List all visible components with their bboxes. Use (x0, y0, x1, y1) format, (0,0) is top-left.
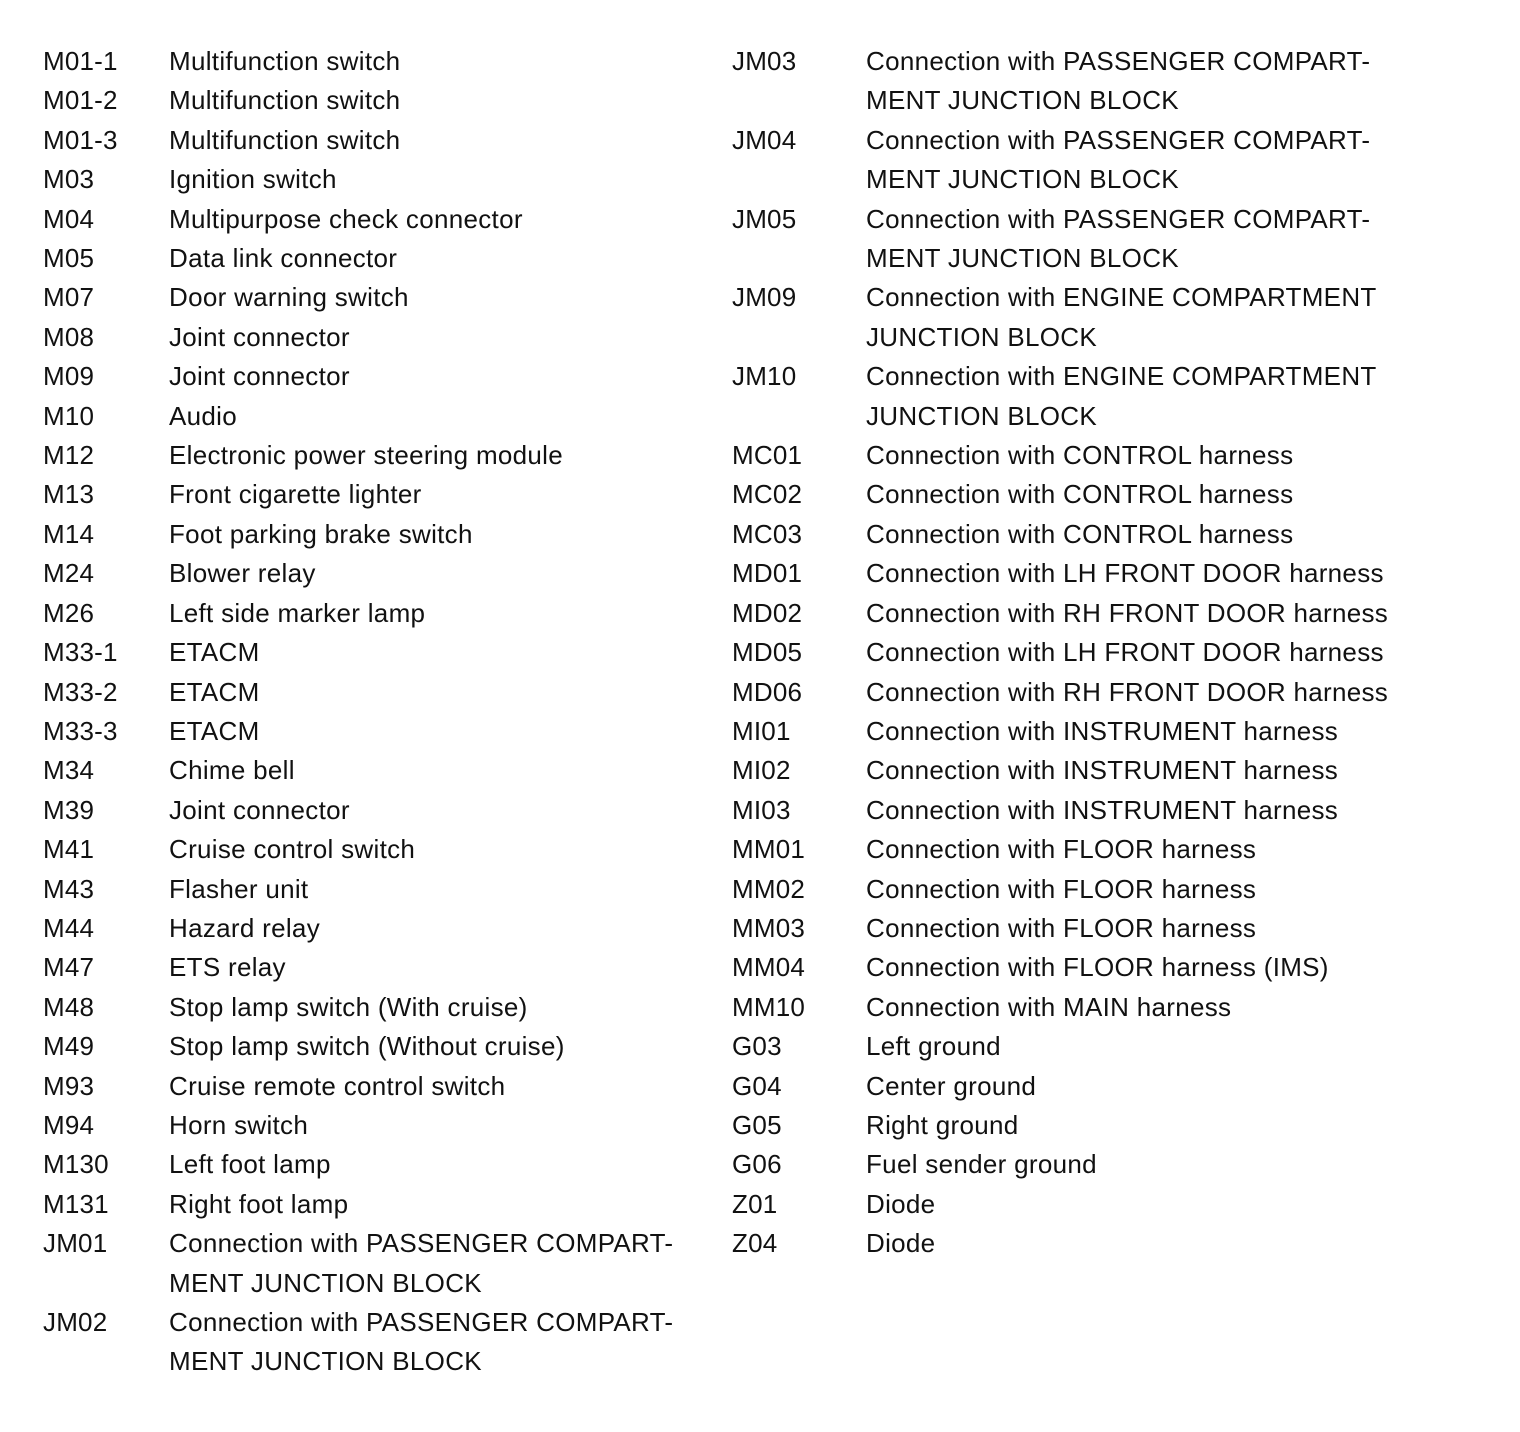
connector-entry (732, 909, 1502, 948)
connector-entry (732, 712, 1502, 751)
connector-description: Center ground (866, 1070, 1037, 1101)
connector-code: M04 (43, 203, 95, 234)
connector-description: Connection with FLOOR harness (866, 912, 1257, 943)
connector-code: MD06 (732, 676, 803, 707)
connector-code: M34 (43, 755, 95, 786)
connector-description: Connection with INSTRUMENT harness (866, 715, 1339, 746)
connector-code: MM10 (732, 991, 806, 1022)
connector-description: Connection with PASSENGER COMPART- MENT JUNCTION BLOCK (866, 124, 1371, 195)
connector-description: Connection with ENGINE COMPARTMENT JUNCTION BLOCK (866, 361, 1377, 431)
connector-description: Flasher unit (169, 873, 309, 904)
connector-entry (732, 791, 1502, 830)
connector-entry (43, 633, 713, 672)
connector-entry (732, 1224, 1502, 1263)
connector-entry (43, 554, 713, 593)
connector-code: MC01 (732, 440, 803, 471)
connector-entry (732, 948, 1502, 987)
connector-entry (43, 515, 713, 554)
connector-code: M33-1 (43, 637, 118, 668)
connector-code: M48 (43, 991, 95, 1022)
connector-code: M12 (43, 440, 95, 471)
connector-code: M130 (43, 1149, 109, 1180)
connector-description: Connection with RH FRONT DOOR harness (866, 676, 1389, 707)
connector-description: Connection with PASSENGER COMPART- MENT JUNCTION BLOCK (866, 203, 1371, 274)
connector-code: Z04 (732, 1228, 778, 1259)
connector-code: M41 (43, 834, 95, 865)
connector-code: JM10 (732, 361, 797, 392)
connector-entry (732, 594, 1502, 633)
connector-description: Connection with ENGINE COMPARTMENT JUNCTION BLOCK (866, 282, 1377, 352)
connector-entry (732, 1106, 1502, 1145)
connector-code: MM03 (732, 912, 806, 943)
connector-code: G03 (732, 1031, 782, 1062)
connector-code: M39 (43, 794, 95, 825)
connector-code: JM02 (43, 1307, 108, 1337)
connector-code: MD02 (732, 597, 803, 628)
connector-code: M13 (43, 479, 95, 510)
connector-description: Multipurpose check connector (169, 203, 523, 234)
connector-list-right-column (732, 42, 1502, 1264)
connector-code: M26 (43, 597, 95, 628)
connector-code: MC03 (732, 518, 803, 549)
connector-code: M14 (43, 518, 95, 549)
connector-description: Left foot lamp (169, 1149, 331, 1180)
connector-description: Chime bell (169, 755, 295, 786)
connector-entry (43, 200, 713, 239)
connector-description: Audio (169, 400, 237, 431)
connector-entry (43, 830, 713, 869)
connector-code: G04 (732, 1070, 782, 1101)
connector-entry (43, 475, 713, 514)
connector-code: M33-3 (43, 715, 118, 746)
connector-entry (43, 397, 713, 436)
connector-entry (732, 436, 1502, 475)
connector-entry (732, 357, 1502, 436)
connector-code: M01-1 (43, 46, 118, 76)
connector-entry (43, 1067, 713, 1106)
connector-description: Joint connector (169, 794, 350, 825)
connector-description: Horn switch (169, 1109, 309, 1140)
connector-description: Connection with INSTRUMENT harness (866, 755, 1339, 786)
connector-entry (43, 121, 713, 160)
connector-description: Left side marker lamp (169, 597, 426, 628)
connector-code: M131 (43, 1188, 109, 1219)
connector-entry (732, 1027, 1502, 1066)
connector-description: Connection with RH FRONT DOOR harness (866, 597, 1389, 628)
connector-code: M47 (43, 952, 95, 983)
connector-entry (732, 830, 1502, 869)
connector-entry (43, 318, 713, 357)
connector-code: JM05 (732, 203, 797, 234)
connector-entry (43, 239, 713, 278)
connector-code: M49 (43, 1031, 95, 1062)
connector-entry (732, 475, 1502, 514)
connector-code: M01-2 (43, 85, 118, 116)
connector-entry (43, 1106, 713, 1145)
connector-description: ETACM (169, 637, 260, 668)
connector-description: Right foot lamp (169, 1188, 349, 1219)
connector-description: Multifunction switch (169, 46, 401, 76)
connector-description: Connection with CONTROL harness (866, 518, 1294, 549)
connector-entry (732, 200, 1502, 279)
connector-code: MI01 (732, 715, 791, 746)
connector-description: Diode (866, 1188, 936, 1219)
connector-description: Foot parking brake switch (169, 518, 473, 549)
connector-code: JM03 (732, 46, 797, 76)
connector-entry (43, 1224, 713, 1303)
connector-entry (43, 751, 713, 790)
connector-code: M44 (43, 912, 95, 943)
connector-description: Cruise control switch (169, 834, 416, 865)
connector-entry (43, 278, 713, 317)
connector-description: Connection with MAIN harness (866, 991, 1232, 1022)
connector-code: JM01 (43, 1228, 108, 1259)
connector-description: Ignition switch (169, 164, 337, 195)
connector-entry (43, 436, 713, 475)
connector-code: MM04 (732, 952, 806, 983)
connector-entry (43, 909, 713, 948)
connector-code: M07 (43, 282, 95, 313)
connector-description: Data link connector (169, 243, 398, 274)
connector-description: Hazard relay (169, 912, 320, 943)
connector-entry (732, 1185, 1502, 1224)
connector-entry (732, 988, 1502, 1027)
connector-description: Electronic power steering module (169, 440, 564, 471)
connector-description: Connection with INSTRUMENT harness (866, 794, 1339, 825)
connector-code: M05 (43, 243, 95, 274)
connector-code: MM02 (732, 873, 806, 904)
connector-code: M24 (43, 558, 95, 589)
connector-description: Cruise remote control switch (169, 1070, 506, 1101)
connector-entry (43, 1185, 713, 1224)
connector-description: ETACM (169, 676, 260, 707)
connector-entry (43, 870, 713, 909)
connector-entry (43, 712, 713, 751)
connector-entry (732, 1145, 1502, 1184)
connector-entry (43, 42, 713, 81)
connector-description: Stop lamp switch (Without cruise) (169, 1031, 565, 1062)
connector-description: Left ground (866, 1031, 1001, 1062)
connector-entry (732, 673, 1502, 712)
connector-description: Blower relay (169, 558, 316, 589)
connector-entry (732, 870, 1502, 909)
connector-description: Right ground (866, 1109, 1019, 1140)
connector-entry (43, 948, 713, 987)
connector-description: Connection with CONTROL harness (866, 479, 1294, 510)
connector-description: Multifunction switch (169, 124, 401, 155)
connector-description: ETS relay (169, 952, 286, 983)
connector-code: M33-2 (43, 676, 118, 707)
connector-entry (43, 81, 713, 120)
connector-description: Connection with FLOOR harness (866, 873, 1257, 904)
connector-code: MD01 (732, 558, 803, 589)
connector-description: Connection with PASSENGER COMPART- MENT JUNCTION BLOCK (169, 1307, 674, 1377)
connector-code: M08 (43, 321, 95, 352)
connector-description: Multifunction switch (169, 85, 401, 116)
connector-code: JM04 (732, 124, 797, 155)
connector-description: Front cigarette lighter (169, 479, 422, 510)
connector-entry (43, 988, 713, 1027)
connector-description: Connection with FLOOR harness (IMS) (866, 952, 1329, 983)
connector-entry (43, 673, 713, 712)
connector-description: Connection with FLOOR harness (866, 834, 1257, 865)
connector-entry (43, 1027, 713, 1066)
connector-code: M09 (43, 361, 95, 392)
connector-entry (732, 554, 1502, 593)
connector-code: M03 (43, 164, 95, 195)
connector-code: JM09 (732, 282, 797, 313)
connector-description: Connection with LH FRONT DOOR harness (866, 637, 1384, 668)
connector-description: Door warning switch (169, 282, 409, 313)
connector-code: M01-3 (43, 124, 118, 155)
connector-entry (43, 357, 713, 396)
connector-code: G06 (732, 1149, 782, 1180)
connector-code: G05 (732, 1109, 782, 1140)
connector-code: MI02 (732, 755, 791, 786)
connector-description: Joint connector (169, 361, 350, 392)
connector-code: Z01 (732, 1188, 778, 1219)
connector-description: Fuel sender ground (866, 1149, 1097, 1180)
connector-description: Connection with PASSENGER COMPART- MENT JUNCTION BLOCK (169, 1228, 674, 1298)
connector-description: Connection with LH FRONT DOOR harness (866, 558, 1384, 589)
connector-entry (732, 42, 1502, 121)
connector-code: M94 (43, 1109, 95, 1140)
connector-description: ETACM (169, 715, 260, 746)
connector-entry (732, 515, 1502, 554)
connector-entry (43, 1303, 713, 1382)
connector-code: M43 (43, 873, 95, 904)
connector-entry (43, 160, 713, 199)
connector-code: M10 (43, 400, 95, 431)
connector-code: MC02 (732, 479, 803, 510)
connector-code: M93 (43, 1070, 95, 1101)
connector-code: MI03 (732, 794, 791, 825)
connector-description: Connection with CONTROL harness (866, 440, 1294, 471)
connector-code: MM01 (732, 834, 806, 865)
connector-entry (43, 1145, 713, 1184)
connector-description: Diode (866, 1228, 936, 1259)
connector-code: MD05 (732, 637, 803, 668)
connector-description: Stop lamp switch (With cruise) (169, 991, 528, 1022)
connector-description: Joint connector (169, 321, 350, 352)
connector-entry (732, 278, 1502, 357)
connector-list-left-column (43, 42, 713, 1382)
connector-entry (732, 121, 1502, 200)
connector-description: Connection with PASSENGER COMPART- MENT JUNCTION BLOCK (866, 46, 1371, 116)
connector-entry (732, 1067, 1502, 1106)
connector-entry (43, 791, 713, 830)
connector-entry (732, 751, 1502, 790)
connector-entry (43, 594, 713, 633)
connector-entry (732, 633, 1502, 672)
